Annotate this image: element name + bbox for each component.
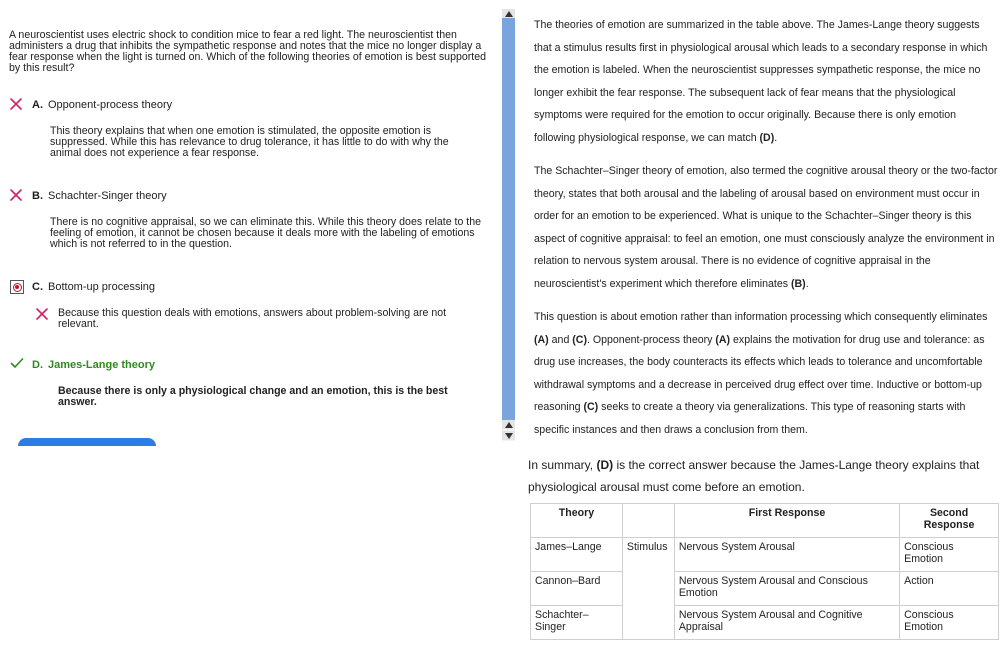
summary-paragraph: In summary, (D) is the correct answer because the James-Lange theory explains that physiological arousal must come before an emotion.: [528, 458, 980, 494]
table-row: [531, 572, 999, 606]
table-cell: James–Lange: [531, 538, 623, 572]
option-c-label: Bottom-up processing: [48, 281, 155, 293]
table-header: First Response: [674, 504, 899, 538]
option-b-explanation: There is no cognitive appraisal, so we can eliminate this. While this theory does relate to the feeling of emotion, it cannot be chosen because it deals more with the labeling of emotions which is not referred to in the question.: [50, 216, 482, 250]
table-row: [531, 606, 999, 640]
arrow-up-icon: [505, 422, 513, 428]
table-row: [531, 538, 999, 572]
scroll-up-button[interactable]: [502, 9, 515, 18]
option-d-explanation: Because there is only a physiological change and an emotion, this is the best answer.: [58, 385, 448, 408]
option-c-explanation: Because this question deals with emotions, answers about problem-solving are not relevant.: [58, 307, 447, 330]
option-d-label: James-Lange theory: [48, 359, 155, 371]
option-d-letter: D.: [32, 359, 43, 371]
explanation-panel: [534, 14, 1000, 452]
scroll-up-button-bottom[interactable]: [502, 420, 515, 429]
arrow-up-icon: [505, 11, 513, 17]
table-cell-stimulus: Stimulus: [622, 538, 674, 640]
option-b-label: Schachter-Singer theory: [48, 190, 167, 202]
selected-radio-icon[interactable]: [10, 280, 24, 294]
option-c[interactable]: [32, 281, 155, 293]
scrollbar-thumb[interactable]: [502, 18, 515, 420]
table-header: Second Response: [900, 504, 999, 538]
option-d[interactable]: [32, 359, 155, 371]
option-a-letter: A.: [32, 99, 43, 111]
table-header: Theory: [531, 504, 623, 538]
arrow-down-icon: [505, 433, 513, 439]
table-header-row: [531, 504, 999, 538]
table-cell: Nervous System Arousal and Cognitive Appraisal: [674, 606, 899, 640]
question-panel: [0, 0, 500, 446]
correct-check-icon: [10, 356, 24, 370]
scroll-down-button[interactable]: [502, 431, 515, 440]
option-a[interactable]: [32, 99, 172, 111]
table-cell: Nervous System Arousal: [674, 538, 899, 572]
explanation-paragraph-3: This question is about emotion rather than information processing which consequently eliminates (A) and (C). Opponent-process theory (A) explains the motivation for drug use and tolerance: as drug use increases, the body counteracts its effects which leads to tolerance and uncomfortable withdrawal symptoms and a decrease in perceived drug effect over time. Inductive or bottom-up reasoning (C) seeks to create a theory via generalizations. This type of reasoning starts with specific instances and then draws a conclusion from them.: [534, 311, 988, 436]
incorrect-x-icon: [9, 188, 23, 202]
table-cell: Conscious Emotion: [900, 606, 999, 640]
theory-table: [530, 503, 999, 640]
option-a-label: Opponent-process theory: [48, 99, 173, 111]
table-cell: Cannon–Bard: [531, 572, 623, 606]
incorrect-x-icon: [35, 307, 49, 321]
option-b-letter: B.: [32, 190, 43, 202]
table-cell: Schachter–Singer: [531, 606, 623, 640]
table-cell: Nervous System Arousal and Conscious Emotion: [674, 572, 899, 606]
table-cell: Conscious Emotion: [900, 538, 999, 572]
question-stem: A neuroscientist uses electric shock to condition mice to fear a red light. The neuroscientist then administers a drug that inhibits the sympathetic response and notes that the mice no longer display a fear response when the light is turned on. Which of the following theories of emotion is best supported by this result?: [9, 29, 486, 74]
option-c-letter: C.: [32, 281, 43, 293]
next-button[interactable]: [18, 438, 156, 446]
explanation-paragraph-1: The theories of emotion are summarized in the table above. The James-Lange theory suggests that a stimulus results first in physiological arousal which leads to a secondary response in which the emotion is labeled. When the neuroscientist suppresses sympathetic response, the mice no longer exhibit the fear response. The subsequent lack of fear means that the physiological symptoms were required for the emotion to occur originally. Because there is only emotion following physiological response, we can match (D).: [534, 19, 988, 144]
option-b[interactable]: [32, 190, 167, 202]
explanation-paragraph-2: The Schachter–Singer theory of emotion, also termed the cognitive arousal theory or the two-factor theory, states that both arousal and the labeling of arousal based on environment must occur in order for an emotion to be experienced. What is unique to the Schachter–Singer theory is this aspect of cognitive appraisal: to feel an emotion, one must consciously analyze the environment in relation to nervous system arousal. There is no evidence of cognitive appraisal in the neuroscientist's experiment which therefore eliminates (B).: [534, 165, 998, 290]
table-cell: Action: [900, 572, 999, 606]
incorrect-x-icon: [9, 97, 23, 111]
option-a-explanation: This theory explains that when one emotion is stimulated, the opposite emotion is suppressed. While this has relevance to drug tolerance, it has little to do with why the animal does not experience a fear response.: [50, 125, 449, 159]
table-header: [622, 504, 674, 538]
